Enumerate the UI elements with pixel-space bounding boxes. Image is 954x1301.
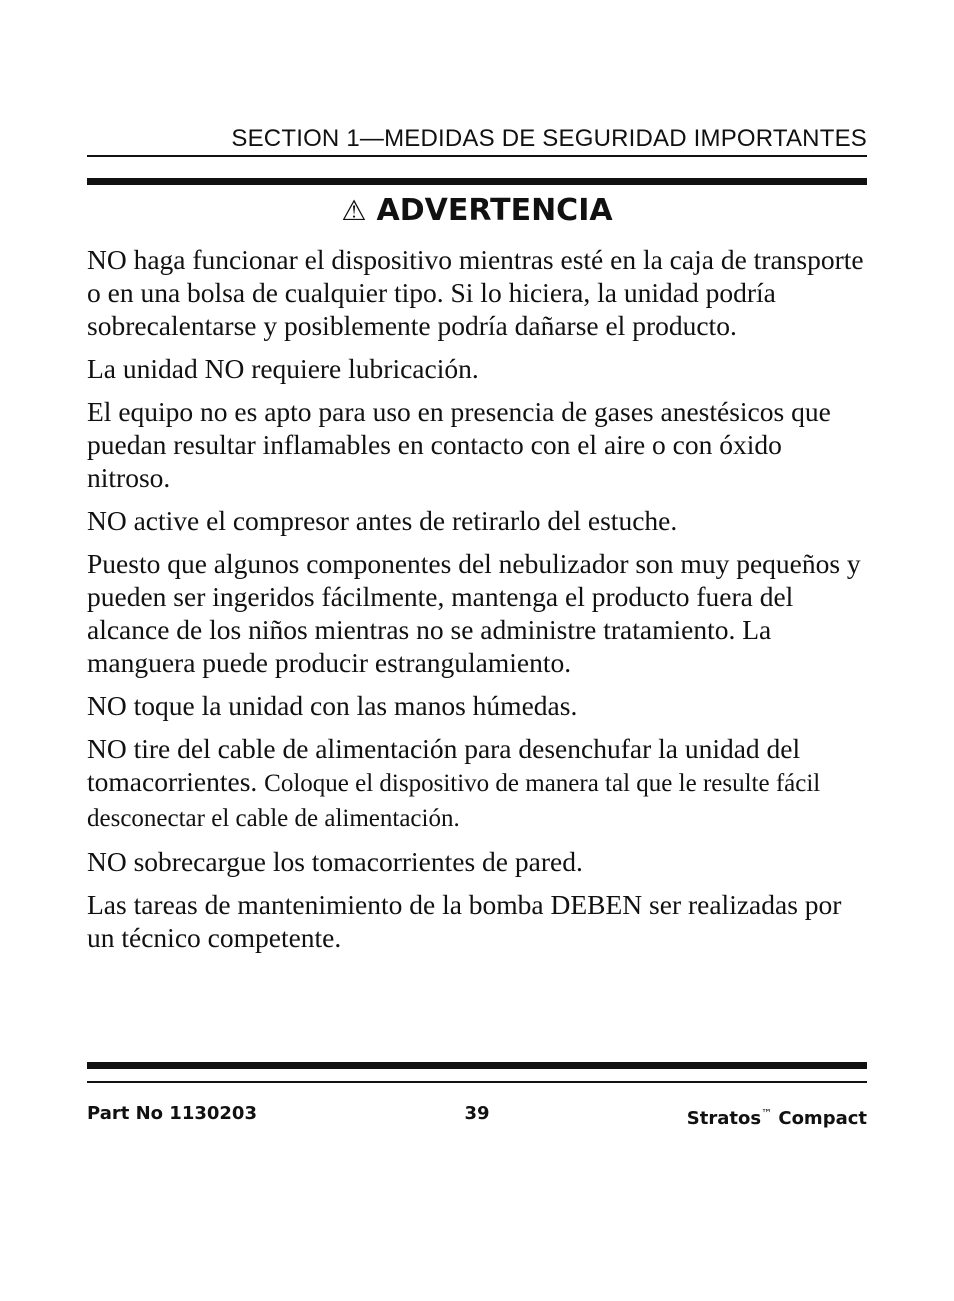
trademark-symbol: ™: [761, 1107, 773, 1120]
paragraph-9: Las tareas de mantenimiento de la bomba DEBEN ser realizadas por un técnico competente.: [87, 889, 842, 953]
page-number: 39: [464, 1103, 490, 1124]
paragraph-6: NO toque la unidad con las manos húmedas.: [87, 690, 578, 721]
paragraph-7: [87, 732, 869, 835]
header-divider-thin: [87, 155, 867, 157]
product-name-suffix: Compact: [778, 1108, 867, 1129]
document-page: [87, 0, 867, 1301]
part-number: Part No 1130203: [87, 1103, 257, 1124]
product-name-main: Stratos: [686, 1108, 762, 1129]
header-divider-thick: [87, 178, 867, 185]
page-footer: [87, 1101, 867, 1127]
paragraph-7-part-2: Coloque el dispositivo de manera tal que le resulte fácil desconectar el cable de alimentación.: [87, 770, 821, 832]
paragraph-2: La unidad NO requiere lubricación.: [87, 353, 479, 384]
footer-divider-thin: [87, 1081, 867, 1083]
paragraph-8: NO sobrecargue los tomacorrientes de pared.: [87, 846, 583, 877]
product-name: [687, 1101, 867, 1132]
section-header: SECTION 1—MEDIDAS DE SEGURIDAD IMPORTANTES: [231, 125, 867, 152]
paragraph-7-part-1: NO tire del cable de alimentación para desenchufar la unidad del tomacorrientes.: [87, 733, 801, 797]
paragraph-5: Puesto que algunos componentes del nebulizador son muy pequeños y pueden ser ingeridos fácilmente, mantenga el producto fuera del alcance de los niños mientras no se administre tratamiento. La manguera puede producir estrangulamiento.: [87, 548, 861, 678]
footer-divider-thick: [87, 1062, 867, 1069]
warning-triangle-icon: ⚠: [341, 194, 367, 227]
warning-title: ADVERTENCIA: [376, 193, 613, 228]
paragraph-4: NO active el compresor antes de retirarlo del estuche.: [87, 505, 678, 536]
warning-heading: [87, 192, 867, 230]
warning-body: [87, 243, 869, 964]
paragraph-3: El equipo no es apto para uso en presencia de gases anestésicos que puedan resultar inflamables en contacto con el aire o con óxido nitroso.: [87, 396, 831, 493]
paragraph-1: NO haga funcionar el dispositivo mientras esté en la caja de transporte o en una bolsa de cualquier tipo. Si lo hiciera, la unidad podría sobrecalentarse y posiblemente podría dañarse el producto.: [87, 244, 864, 341]
